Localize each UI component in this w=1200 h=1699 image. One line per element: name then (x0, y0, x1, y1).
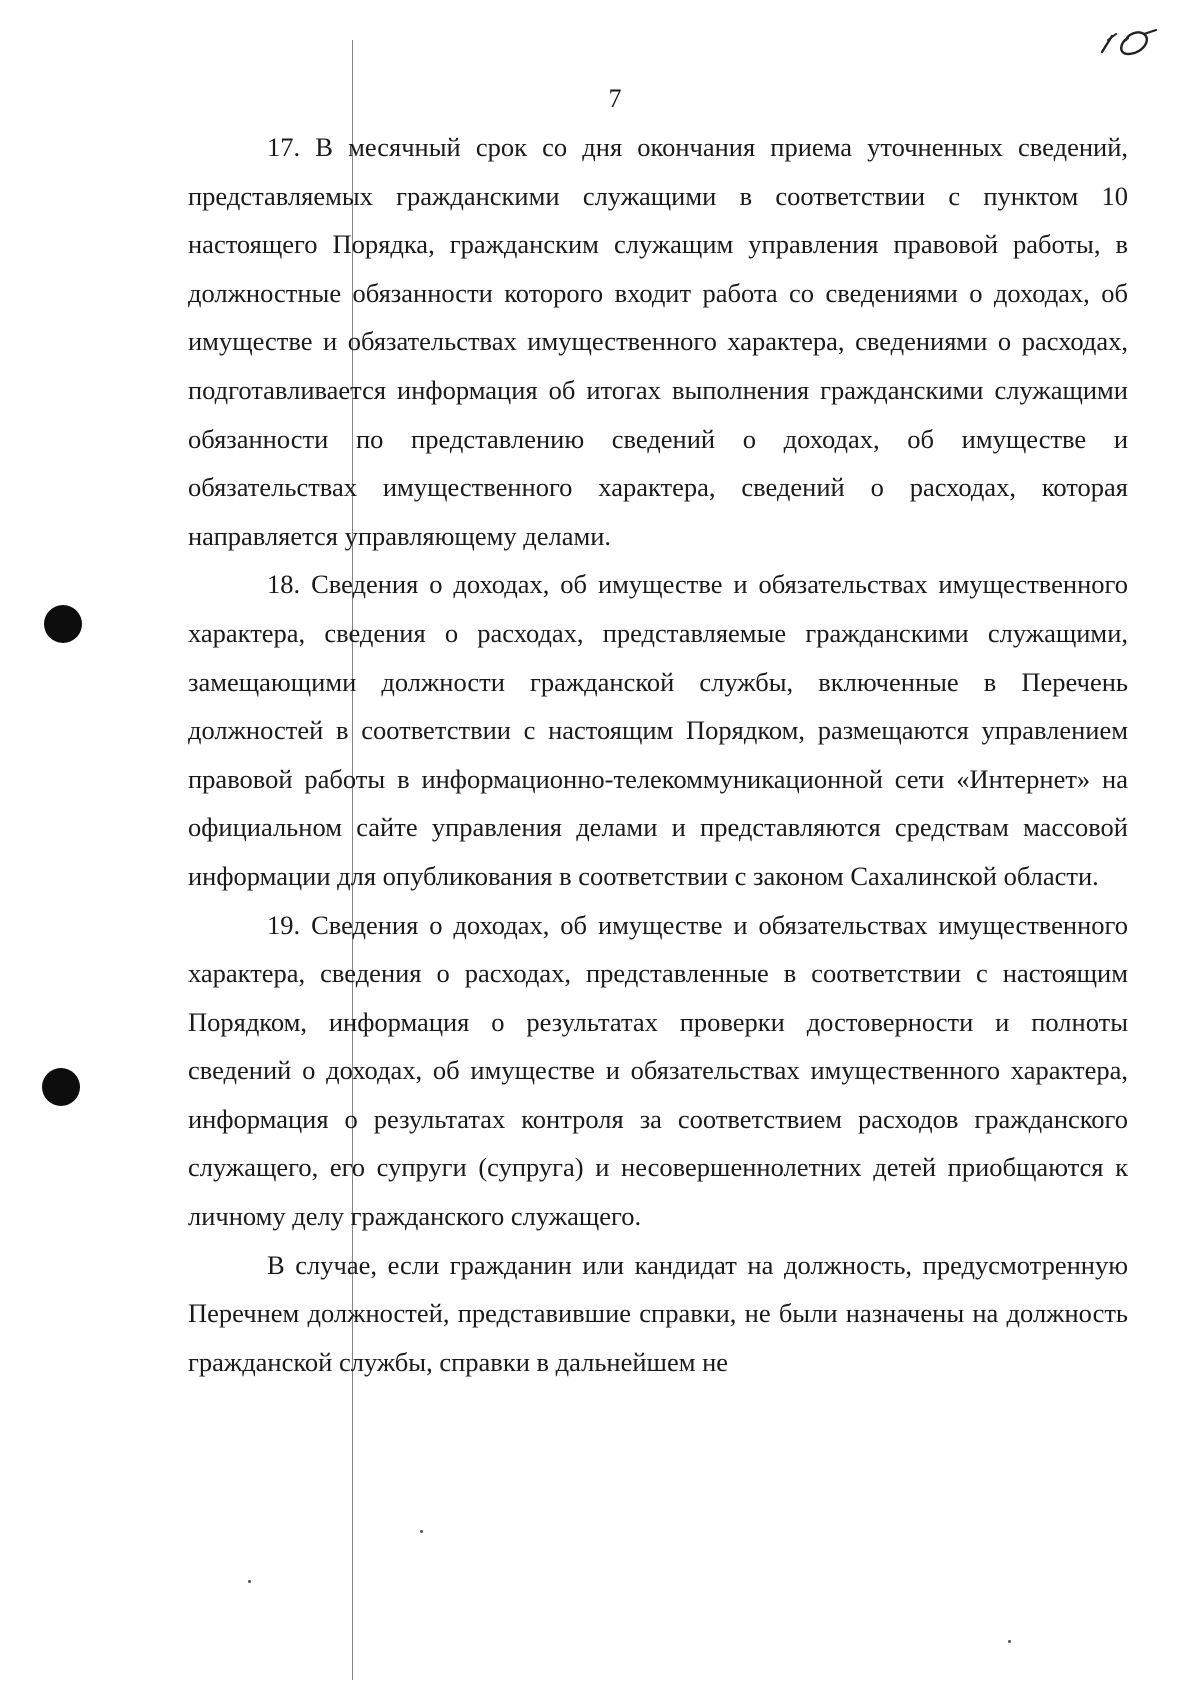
handwritten-folio-number (1098, 22, 1160, 62)
paragraph-17: 17. В месячный срок со дня окончания приема уточненных сведений, представляемых гражданскими служащими в соответствии с пунктом 10 настоящего Порядка, гражданским служащим управления правовой работы, в должностные обязанности которого входит работа со сведениями о доходах, об имуществе и обязательствах имущественного характера, сведениями о расходах, подготавливается информация об итогах выполнения гражданскими служащими обязанности по представлению сведений о доходах, об имуществе и обязательствах имущественного характера, сведений о расходах, которая направляется управляющему делами. (188, 132, 1128, 551)
punch-hole-top (44, 605, 82, 643)
scan-speck (1008, 1640, 1011, 1643)
scan-speck (420, 1530, 423, 1533)
punch-hole-bottom (42, 1068, 80, 1106)
paragraph-18: 18. Сведения о доходах, об имуществе и обязательствах имущественного характера, сведения о расходах, представляемые гражданскими служащими, замещающими должности гражданской службы, включенные в Перечень должностей в соответствии с настоящим Порядком, размещаются управлением правовой работы в информационно-телекоммуникационной сети «Интернет» на официальном сайте управления делами и представляются средствам массовой информации для опубликования в соответствии с законом Сахалинской области. (188, 569, 1128, 891)
document-body (188, 123, 1128, 1386)
page-number: 7 (608, 84, 622, 113)
paragraph-case: В случае, если гражданин или кандидат на должность, предусмотренную Перечнем должностей, представившие справки, не были назначены на должность гражданской службы, справки в дальнейшем не (188, 1249, 1128, 1377)
paragraph-19: 19. Сведения о доходах, об имуществе и обязательствах имущественного характера, сведения о расходах, представленные в соответствии с настоящим Порядком, информация о результатах проверки достоверности и полноты сведений о доходах, об имуществе и обязательствах имущественного характера, информация о результатах контроля за соответствием расходов гражданского служащего, его супруги (супруга) и несовершеннолетних детей приобщаются к личному делу гражданского служащего. (188, 909, 1128, 1232)
scan-speck (248, 1580, 251, 1583)
